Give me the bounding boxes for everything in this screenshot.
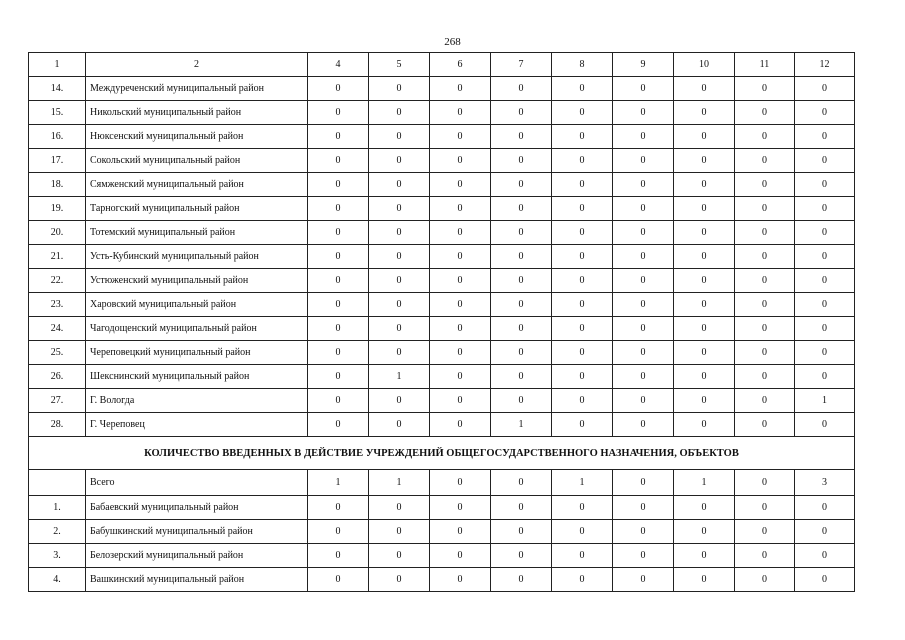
section-header-row bbox=[29, 437, 855, 470]
value-cell: 0 bbox=[308, 544, 369, 568]
value-cell: 0 bbox=[308, 520, 369, 544]
value-cell: 0 bbox=[674, 317, 735, 341]
value-cell: 0 bbox=[308, 341, 369, 365]
value-cell: 0 bbox=[735, 365, 795, 389]
row-number: 26. bbox=[29, 365, 86, 389]
value-cell: 0 bbox=[674, 125, 735, 149]
value-cell: 0 bbox=[735, 149, 795, 173]
district-name: Нюксенский муниципальный район bbox=[86, 125, 308, 149]
district-name: Междуреченский муниципальный район bbox=[86, 77, 308, 101]
value-cell: 0 bbox=[552, 365, 613, 389]
value-cell: 0 bbox=[795, 341, 855, 365]
value-cell: 0 bbox=[735, 389, 795, 413]
district-name: Белозерский муниципальный район bbox=[86, 544, 308, 568]
value-cell: 0 bbox=[795, 365, 855, 389]
table-row bbox=[29, 365, 855, 389]
value-cell: 0 bbox=[735, 77, 795, 101]
value-cell: 0 bbox=[795, 568, 855, 592]
column-header: 4 bbox=[308, 53, 369, 77]
row-number: 23. bbox=[29, 293, 86, 317]
value-cell: 0 bbox=[613, 365, 674, 389]
value-cell: 0 bbox=[369, 293, 430, 317]
value-cell: 0 bbox=[369, 173, 430, 197]
value-cell: 0 bbox=[308, 568, 369, 592]
value-cell: 0 bbox=[430, 568, 491, 592]
value-cell: 0 bbox=[491, 365, 552, 389]
value-cell: 0 bbox=[491, 520, 552, 544]
value-cell: 1 bbox=[552, 470, 613, 496]
value-cell: 0 bbox=[308, 101, 369, 125]
section-title: КОЛИЧЕСТВО ВВЕДЕННЫХ В ДЕЙСТВИЕ УЧРЕЖДЕНИЙ ОБЩЕГОСУДАРСТВЕННОГО НАЗНАЧЕНИЯ, ОБЪЕКТОВ bbox=[29, 437, 855, 470]
value-cell: 0 bbox=[491, 77, 552, 101]
value-cell: 0 bbox=[491, 173, 552, 197]
page-number: 268 bbox=[444, 36, 461, 48]
row-number: 16. bbox=[29, 125, 86, 149]
value-cell: 0 bbox=[552, 149, 613, 173]
row-number: 2. bbox=[29, 520, 86, 544]
value-cell: 0 bbox=[491, 544, 552, 568]
value-cell: 0 bbox=[308, 125, 369, 149]
value-cell: 0 bbox=[552, 125, 613, 149]
value-cell: 0 bbox=[795, 520, 855, 544]
value-cell: 0 bbox=[552, 389, 613, 413]
value-cell: 0 bbox=[735, 101, 795, 125]
value-cell: 0 bbox=[491, 317, 552, 341]
column-header: 6 bbox=[430, 53, 491, 77]
value-cell: 0 bbox=[552, 269, 613, 293]
value-cell: 0 bbox=[552, 245, 613, 269]
value-cell: 0 bbox=[735, 125, 795, 149]
value-cell: 0 bbox=[674, 544, 735, 568]
value-cell: 0 bbox=[613, 317, 674, 341]
district-name: Череповецкий муниципальный район bbox=[86, 341, 308, 365]
value-cell: 0 bbox=[613, 544, 674, 568]
district-name: Шекснинский муниципальный район bbox=[86, 365, 308, 389]
row-number: 22. bbox=[29, 269, 86, 293]
value-cell: 0 bbox=[674, 77, 735, 101]
value-cell: 0 bbox=[613, 245, 674, 269]
value-cell: 0 bbox=[369, 341, 430, 365]
value-cell: 0 bbox=[613, 149, 674, 173]
row-number: 17. bbox=[29, 149, 86, 173]
district-name: Никольский муниципальный район bbox=[86, 101, 308, 125]
value-cell: 0 bbox=[735, 173, 795, 197]
value-cell: 0 bbox=[795, 269, 855, 293]
value-cell: 0 bbox=[674, 389, 735, 413]
table-row bbox=[29, 413, 855, 437]
value-cell: 0 bbox=[674, 365, 735, 389]
value-cell: 0 bbox=[430, 413, 491, 437]
value-cell: 0 bbox=[795, 125, 855, 149]
table-row bbox=[29, 125, 855, 149]
row-number: 3. bbox=[29, 544, 86, 568]
value-cell: 0 bbox=[308, 413, 369, 437]
value-cell: 0 bbox=[552, 496, 613, 520]
value-cell: 0 bbox=[369, 197, 430, 221]
value-cell: 0 bbox=[735, 341, 795, 365]
district-name: Г. Череповец bbox=[86, 413, 308, 437]
column-header: 11 bbox=[735, 53, 795, 77]
value-cell: 0 bbox=[674, 173, 735, 197]
table-row bbox=[29, 173, 855, 197]
value-cell: 0 bbox=[674, 520, 735, 544]
column-header: 5 bbox=[369, 53, 430, 77]
table-row bbox=[29, 544, 855, 568]
value-cell: 0 bbox=[430, 269, 491, 293]
value-cell: 0 bbox=[369, 77, 430, 101]
value-cell: 0 bbox=[308, 197, 369, 221]
row-number: 24. bbox=[29, 317, 86, 341]
value-cell: 0 bbox=[735, 520, 795, 544]
value-cell: 0 bbox=[552, 197, 613, 221]
value-cell: 0 bbox=[674, 293, 735, 317]
column-header: 9 bbox=[613, 53, 674, 77]
value-cell: 0 bbox=[795, 317, 855, 341]
value-cell: 0 bbox=[735, 197, 795, 221]
value-cell: 0 bbox=[735, 568, 795, 592]
value-cell: 0 bbox=[795, 197, 855, 221]
value-cell: 0 bbox=[795, 496, 855, 520]
value-cell: 0 bbox=[735, 269, 795, 293]
value-cell: 0 bbox=[735, 413, 795, 437]
value-cell: 0 bbox=[552, 413, 613, 437]
value-cell: 1 bbox=[369, 470, 430, 496]
value-cell: 0 bbox=[308, 269, 369, 293]
value-cell: 0 bbox=[369, 544, 430, 568]
value-cell: 0 bbox=[308, 77, 369, 101]
row-number: 14. bbox=[29, 77, 86, 101]
value-cell: 0 bbox=[552, 293, 613, 317]
district-name: Г. Вологда bbox=[86, 389, 308, 413]
district-name: Харовский муниципальный район bbox=[86, 293, 308, 317]
value-cell: 0 bbox=[491, 125, 552, 149]
value-cell: 0 bbox=[795, 413, 855, 437]
value-cell: 0 bbox=[613, 293, 674, 317]
value-cell: 0 bbox=[735, 496, 795, 520]
value-cell: 0 bbox=[491, 221, 552, 245]
value-cell: 0 bbox=[613, 221, 674, 245]
value-cell: 0 bbox=[795, 245, 855, 269]
table-row bbox=[29, 317, 855, 341]
value-cell: 0 bbox=[430, 125, 491, 149]
value-cell: 0 bbox=[795, 101, 855, 125]
value-cell: 0 bbox=[491, 470, 552, 496]
value-cell: 0 bbox=[795, 293, 855, 317]
value-cell: 0 bbox=[552, 520, 613, 544]
value-cell: 0 bbox=[369, 149, 430, 173]
row-number bbox=[29, 470, 86, 496]
total-row bbox=[29, 470, 855, 496]
row-number: 25. bbox=[29, 341, 86, 365]
row-number: 15. bbox=[29, 101, 86, 125]
table-row bbox=[29, 496, 855, 520]
value-cell: 0 bbox=[552, 341, 613, 365]
value-cell: 0 bbox=[674, 568, 735, 592]
table-row bbox=[29, 293, 855, 317]
district-name: Тотемский муниципальный район bbox=[86, 221, 308, 245]
column-header: 1 bbox=[29, 53, 86, 77]
value-cell: 0 bbox=[674, 413, 735, 437]
value-cell: 0 bbox=[552, 544, 613, 568]
table-row bbox=[29, 269, 855, 293]
district-name: Устюженский муниципальный район bbox=[86, 269, 308, 293]
table-row bbox=[29, 149, 855, 173]
value-cell: 0 bbox=[613, 568, 674, 592]
value-cell: 0 bbox=[369, 496, 430, 520]
value-cell: 0 bbox=[491, 101, 552, 125]
table-row bbox=[29, 221, 855, 245]
column-header: 7 bbox=[491, 53, 552, 77]
value-cell: 0 bbox=[308, 149, 369, 173]
value-cell: 0 bbox=[430, 173, 491, 197]
value-cell: 0 bbox=[491, 496, 552, 520]
value-cell: 0 bbox=[430, 245, 491, 269]
value-cell: 0 bbox=[735, 470, 795, 496]
table-row bbox=[29, 341, 855, 365]
district-name: Вашкинский муниципальный район bbox=[86, 568, 308, 592]
column-header: 10 bbox=[674, 53, 735, 77]
value-cell: 0 bbox=[308, 173, 369, 197]
value-cell: 0 bbox=[795, 149, 855, 173]
district-name: Чагодощенский муниципальный район bbox=[86, 317, 308, 341]
table-row bbox=[29, 389, 855, 413]
value-cell: 0 bbox=[369, 413, 430, 437]
value-cell: 0 bbox=[674, 101, 735, 125]
value-cell: 0 bbox=[735, 221, 795, 245]
column-header: 2 bbox=[86, 53, 308, 77]
value-cell: 0 bbox=[369, 568, 430, 592]
value-cell: 0 bbox=[491, 293, 552, 317]
value-cell: 0 bbox=[491, 245, 552, 269]
value-cell: 0 bbox=[613, 101, 674, 125]
district-name: Усть-Кубинский муниципальный район bbox=[86, 245, 308, 269]
value-cell: 0 bbox=[552, 77, 613, 101]
value-cell: 0 bbox=[491, 269, 552, 293]
value-cell: 0 bbox=[795, 544, 855, 568]
value-cell: 1 bbox=[369, 365, 430, 389]
value-cell: 0 bbox=[430, 221, 491, 245]
district-name: Бабушкинский муниципальный район bbox=[86, 520, 308, 544]
value-cell: 0 bbox=[674, 149, 735, 173]
value-cell: 0 bbox=[491, 568, 552, 592]
row-number: 19. bbox=[29, 197, 86, 221]
value-cell: 1 bbox=[308, 470, 369, 496]
value-cell: 0 bbox=[308, 317, 369, 341]
value-cell: 0 bbox=[613, 125, 674, 149]
value-cell: 0 bbox=[735, 544, 795, 568]
value-cell: 0 bbox=[674, 341, 735, 365]
row-number: 20. bbox=[29, 221, 86, 245]
value-cell: 0 bbox=[430, 520, 491, 544]
table-row bbox=[29, 520, 855, 544]
table-row bbox=[29, 197, 855, 221]
value-cell: 0 bbox=[430, 341, 491, 365]
value-cell: 0 bbox=[369, 125, 430, 149]
value-cell: 0 bbox=[735, 245, 795, 269]
header-row bbox=[29, 53, 855, 77]
table-row bbox=[29, 245, 855, 269]
value-cell: 0 bbox=[491, 341, 552, 365]
value-cell: 0 bbox=[430, 197, 491, 221]
value-cell: 0 bbox=[308, 365, 369, 389]
district-name: Бабаевский муниципальный район bbox=[86, 496, 308, 520]
value-cell: 0 bbox=[430, 496, 491, 520]
value-cell: 0 bbox=[430, 470, 491, 496]
row-number: 18. bbox=[29, 173, 86, 197]
value-cell: 0 bbox=[613, 470, 674, 496]
value-cell: 3 bbox=[795, 470, 855, 496]
value-cell: 0 bbox=[430, 101, 491, 125]
value-cell: 0 bbox=[613, 341, 674, 365]
value-cell: 0 bbox=[552, 221, 613, 245]
row-number: 28. bbox=[29, 413, 86, 437]
statistics-table bbox=[28, 52, 855, 592]
value-cell: 0 bbox=[430, 365, 491, 389]
value-cell: 0 bbox=[308, 245, 369, 269]
value-cell: 0 bbox=[674, 221, 735, 245]
value-cell: 0 bbox=[430, 317, 491, 341]
value-cell: 0 bbox=[491, 389, 552, 413]
value-cell: 0 bbox=[735, 293, 795, 317]
value-cell: 0 bbox=[430, 149, 491, 173]
value-cell: 0 bbox=[613, 173, 674, 197]
value-cell: 0 bbox=[552, 317, 613, 341]
value-cell: 0 bbox=[369, 317, 430, 341]
value-cell: 0 bbox=[430, 389, 491, 413]
table-row bbox=[29, 568, 855, 592]
row-number: 27. bbox=[29, 389, 86, 413]
row-number: 21. bbox=[29, 245, 86, 269]
value-cell: 0 bbox=[308, 221, 369, 245]
district-name: Сямженский муниципальный район bbox=[86, 173, 308, 197]
row-number: 4. bbox=[29, 568, 86, 592]
table-row bbox=[29, 101, 855, 125]
value-cell: 0 bbox=[308, 293, 369, 317]
value-cell: 0 bbox=[430, 544, 491, 568]
table-row bbox=[29, 77, 855, 101]
value-cell: 0 bbox=[674, 269, 735, 293]
row-number: 1. bbox=[29, 496, 86, 520]
value-cell: 0 bbox=[308, 496, 369, 520]
value-cell: 0 bbox=[369, 245, 430, 269]
value-cell: 0 bbox=[369, 389, 430, 413]
value-cell: 0 bbox=[491, 197, 552, 221]
value-cell: 0 bbox=[491, 149, 552, 173]
value-cell: 0 bbox=[613, 269, 674, 293]
column-header: 12 bbox=[795, 53, 855, 77]
value-cell: 0 bbox=[795, 221, 855, 245]
value-cell: 0 bbox=[613, 520, 674, 544]
value-cell: 0 bbox=[613, 197, 674, 221]
column-header: 8 bbox=[552, 53, 613, 77]
value-cell: 0 bbox=[369, 221, 430, 245]
value-cell: 1 bbox=[674, 470, 735, 496]
value-cell: 0 bbox=[674, 197, 735, 221]
value-cell: 0 bbox=[430, 293, 491, 317]
value-cell: 0 bbox=[430, 77, 491, 101]
value-cell: 0 bbox=[552, 101, 613, 125]
value-cell: 1 bbox=[491, 413, 552, 437]
district-name: Сокольский муниципальный район bbox=[86, 149, 308, 173]
value-cell: 0 bbox=[369, 101, 430, 125]
district-name: Всего bbox=[86, 470, 308, 496]
value-cell: 0 bbox=[369, 520, 430, 544]
value-cell: 0 bbox=[552, 173, 613, 197]
value-cell: 0 bbox=[795, 77, 855, 101]
district-name: Тарногский муниципальный район bbox=[86, 197, 308, 221]
value-cell: 0 bbox=[613, 389, 674, 413]
value-cell: 0 bbox=[308, 389, 369, 413]
value-cell: 0 bbox=[369, 269, 430, 293]
value-cell: 0 bbox=[613, 77, 674, 101]
value-cell: 0 bbox=[674, 245, 735, 269]
value-cell: 0 bbox=[735, 317, 795, 341]
value-cell: 0 bbox=[674, 496, 735, 520]
value-cell: 0 bbox=[613, 496, 674, 520]
value-cell: 0 bbox=[795, 173, 855, 197]
value-cell: 0 bbox=[552, 568, 613, 592]
value-cell: 0 bbox=[613, 413, 674, 437]
value-cell: 1 bbox=[795, 389, 855, 413]
